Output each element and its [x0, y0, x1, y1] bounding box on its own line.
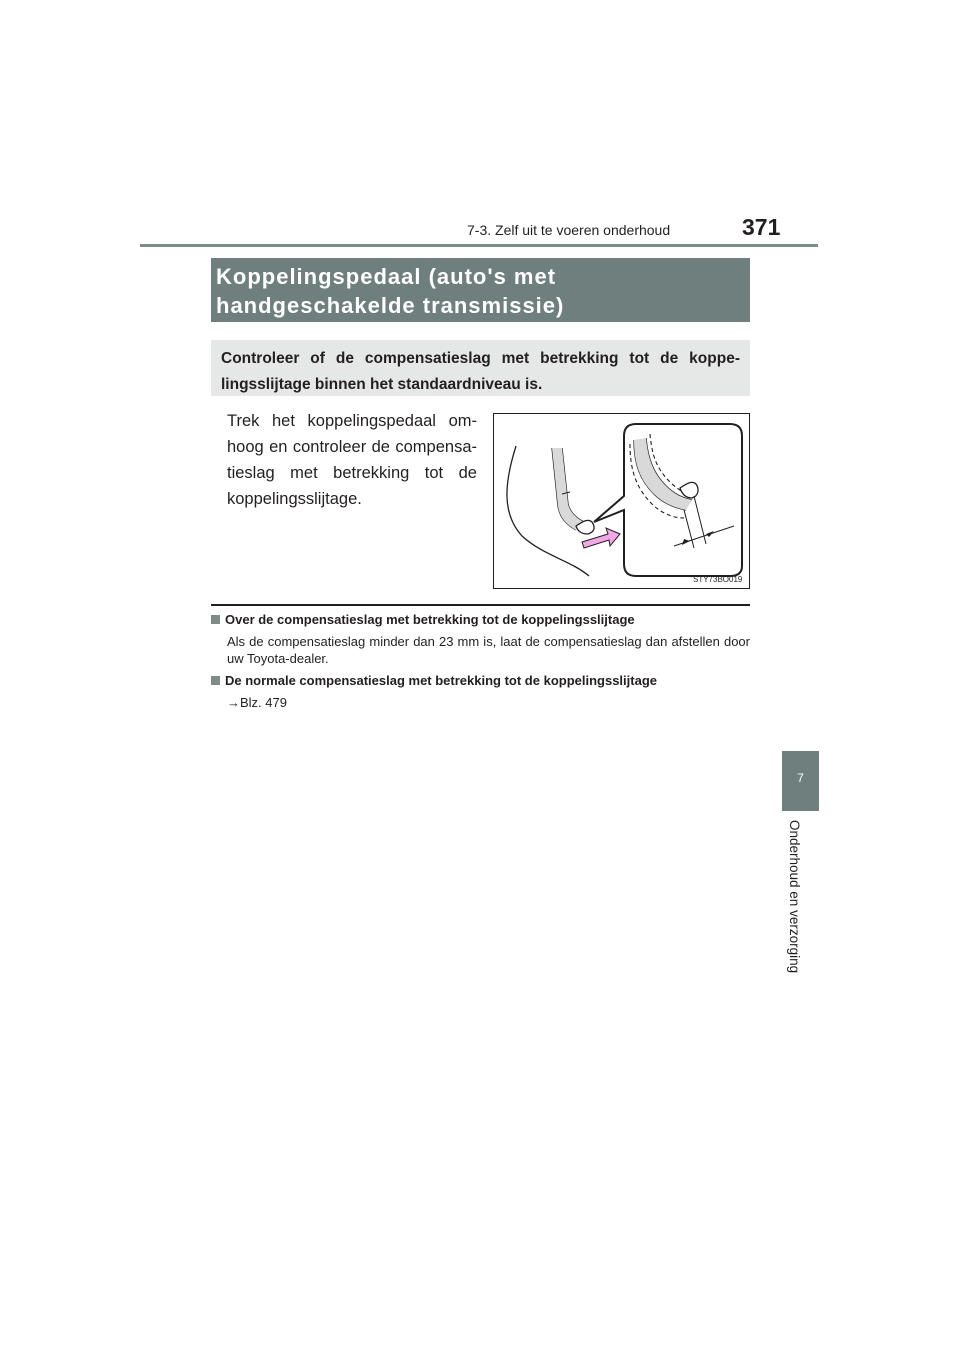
topic-title-line-1: Koppelingspedaal (auto's met [216, 264, 557, 289]
note-heading-2 [211, 673, 657, 688]
topic-title-line-2: handgeschakelde transmissie) [216, 293, 565, 318]
page-reference-text: Blz. 479 [240, 695, 287, 710]
figure-code: STY73BO019 [693, 575, 743, 584]
page-number: 371 [742, 214, 781, 240]
header-divider [140, 244, 818, 247]
instruction-text: Trek het koppelingspedaal om- hoog en controleer de compensa- tieslag met betrekking tot de koppelingsslijtage. [227, 412, 477, 508]
note-heading-1-text: Over de compensatieslag met betrekking tot de koppelingsslijtage [225, 612, 635, 627]
section-divider [211, 604, 750, 606]
note-heading-1 [211, 612, 635, 627]
bullet-square-icon [211, 615, 220, 624]
topic-title-box [211, 258, 750, 322]
bullet-square-icon [211, 676, 220, 685]
chapter-number: 7 [797, 771, 804, 785]
intro-box [211, 340, 750, 396]
note-heading-2-text: De normale compensatieslag met betrekking tot de koppelingsslijtage [225, 673, 658, 688]
chapter-tab [782, 751, 819, 811]
section-title: 7-3. Zelf uit te voeren onderhoud [467, 222, 671, 238]
chapter-label: Onderhoud en verzorging [787, 820, 802, 974]
page-reference [227, 695, 287, 710]
leg-outline [507, 446, 589, 576]
note-text-1: Als de compensatieslag minder dan 23 mm is, laat de compensatieslag dan afstellen door uw Toyota-dealer. [227, 634, 750, 666]
clutch-pedal-illustration [494, 414, 749, 588]
clutch-pedal-figure [493, 413, 750, 589]
pedal-arm-fill [552, 448, 584, 530]
arrow-right-icon: → [227, 695, 240, 710]
intro-text: Controleer of de compensatieslag met betrekking tot de koppe- lingsslijtage binnen het standaardniveau is. [221, 350, 740, 393]
